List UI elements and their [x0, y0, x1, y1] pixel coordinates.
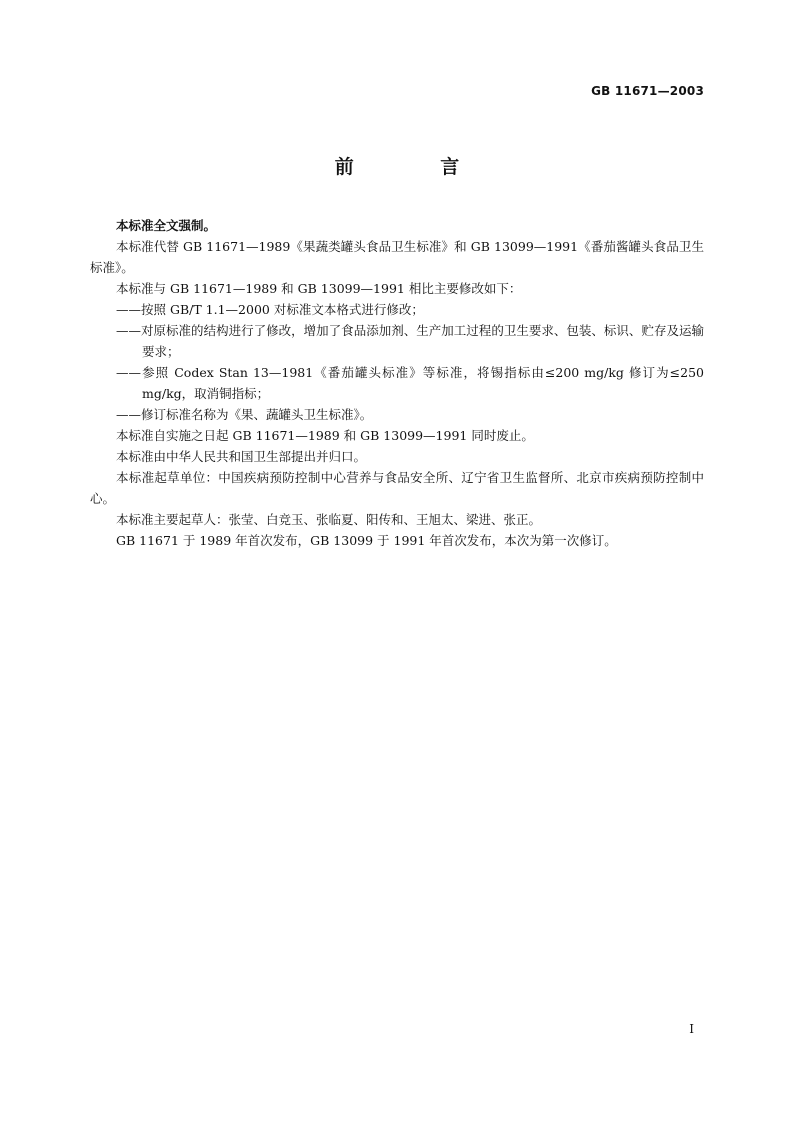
page-title: 前 言 [334, 156, 500, 178]
drafting-units: 本标准起草单位：中国疾病预防控制中心营养与食品安全所、辽宁省卫生监督所、北京市疾病预防控制中心。 [90, 470, 704, 506]
change-item-structure: ——对原标准的结构进行了修改，增加了食品添加剂、生产加工过程的卫生要求、包装、标识、贮存及运输要求； [116, 323, 704, 359]
changes-intro: 本标准与 GB 11671—1989 和 GB 13099—1991 相比主要修改如下： [116, 281, 522, 296]
change-item-title: ——修订标准名称为《果、蔬罐头卫生标准》。 [116, 407, 373, 422]
standard-code: GB 11671—2003 [591, 84, 704, 98]
drafters: 本标准主要起草人：张莹、白竞玉、张临夏、阳传和、王旭太、梁进、张正。 [116, 512, 542, 527]
change-item-tin-limit: ——参照 Codex Stan 13—1981《番茄罐头标准》等标准，将锡指标由≤200 mg/kg 修订为≤250 mg/kg，取消铜指标； [116, 365, 704, 401]
foreword-body [90, 215, 704, 551]
mandatory-statement: 本标准全文强制。 [116, 218, 217, 233]
publication-history: GB 11671 于 1989 年首次发布，GB 13099 于 1991 年首次发布，本次为第一次修订。 [116, 533, 617, 548]
proposer-statement: 本标准由中华人民共和国卫生部提出并归口。 [116, 449, 367, 464]
page-number: I [689, 1022, 694, 1036]
replacement-statement: 本标准代替 GB 11671—1989《果蔬类罐头食品卫生标准》和 GB 13099—1991《番茄酱罐头食品卫生标准》。 [90, 239, 704, 275]
change-item-format: ——按照 GB/T 1.1—2000 对标准文本格式进行修改； [116, 302, 424, 317]
abolition-statement: 本标准自实施之日起 GB 11671—1989 和 GB 13099—1991 同时废止。 [116, 428, 534, 443]
